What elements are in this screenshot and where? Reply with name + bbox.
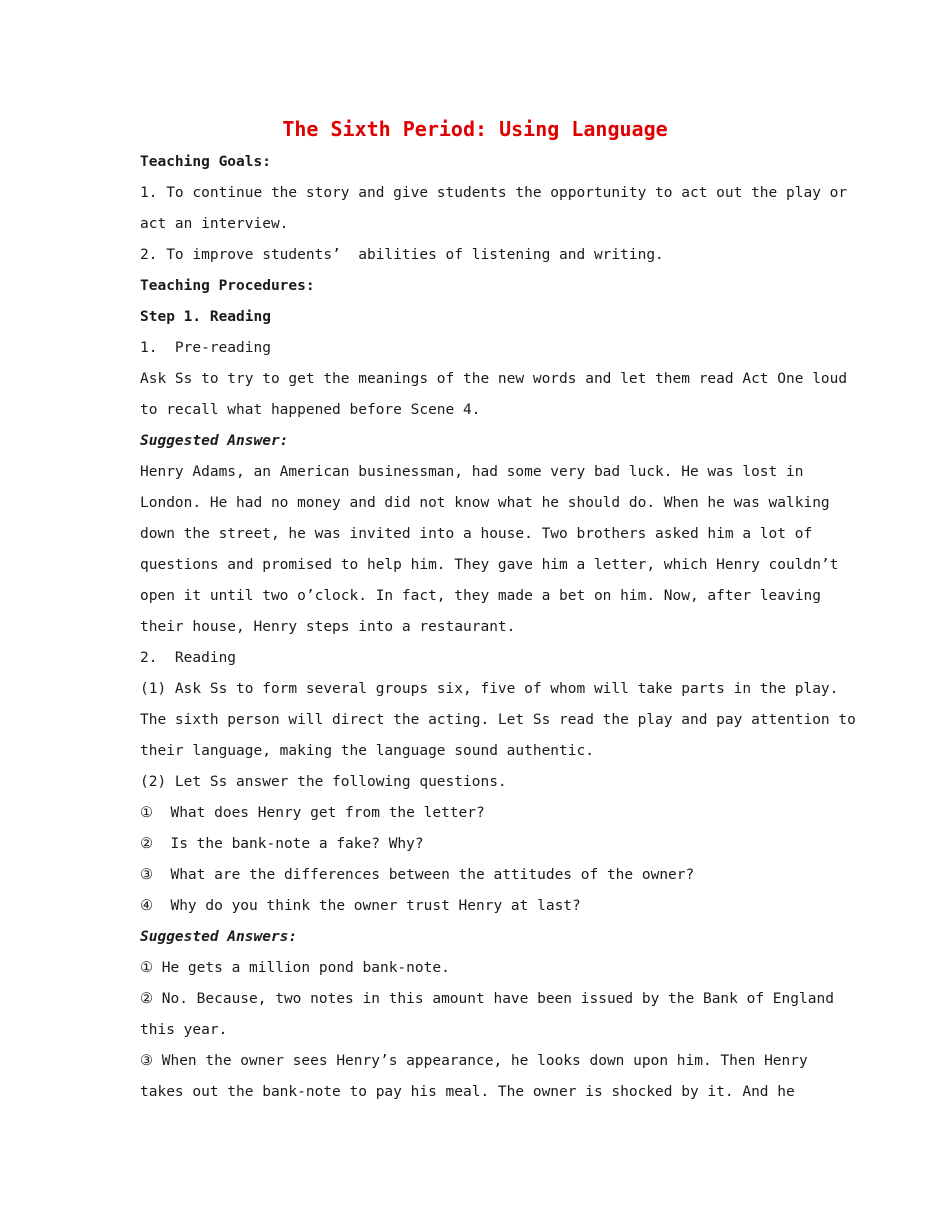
section-heading: Step 1. Reading (140, 309, 271, 325)
text-line: takes out the bank-note to pay his meal. The owner is shocked by it. And he (140, 1084, 795, 1100)
text-line: 2. Reading (140, 650, 237, 666)
text-line: London. He had no money and did not know what he should do. When he was walking (140, 495, 830, 511)
section-heading: Teaching Goals: (140, 154, 271, 170)
text-line: (2) Let Ss answer the following questions. (140, 774, 507, 790)
text-line: their language, making the language sound authentic. (140, 743, 594, 759)
text-line: ③ When the owner sees Henry’s appearance, he looks down upon him. Then Henry (140, 1053, 808, 1069)
text-line: 2. To improve students’ abilities of listening and writing. (140, 247, 664, 263)
text-line: ① What does Henry get from the letter? (140, 805, 485, 821)
text-line: ④ Why do you think the owner trust Henry at last? (140, 898, 581, 914)
text-line: (1) Ask Ss to form several groups six, five of whom will take parts in the play. (140, 681, 839, 697)
section-heading: Teaching Procedures: (140, 278, 315, 294)
text-line: ② Is the bank-note a fake? Why? (140, 836, 424, 852)
text-line: ① He gets a million pond bank-note. (140, 960, 450, 976)
text-line: ③ What are the differences between the attitudes of the owner? (140, 867, 695, 883)
text-line: questions and promised to help him. They gave him a letter, which Henry couldn’t (140, 557, 839, 573)
text-line: Ask Ss to try to get the meanings of the new words and let them read Act One loud (140, 371, 848, 387)
text-line: ② No. Because, two notes in this amount have been issued by the Bank of England (140, 991, 834, 1007)
section-heading: Suggested Answer: (140, 433, 289, 449)
text-line: their house, Henry steps into a restaurant. (140, 619, 516, 635)
text-line: act an interview. (140, 216, 289, 232)
text-line: open it until two o’clock. In fact, they made a bet on him. Now, after leaving (140, 588, 821, 604)
text-line: down the street, he was invited into a house. Two brothers asked him a lot of (140, 526, 813, 542)
text-line: 1. Pre-reading (140, 340, 271, 356)
text-line: Henry Adams, an American businessman, had some very bad luck. He was lost in (140, 464, 804, 480)
page-title: The Sixth Period: Using Language (282, 117, 668, 141)
text-line: this year. (140, 1022, 228, 1038)
text-line: 1. To continue the story and give students the opportunity to act out the play or (140, 185, 848, 201)
document-body (140, 147, 856, 1108)
text-line: The sixth person will direct the acting. Let Ss read the play and pay attention to (140, 712, 856, 728)
text-line: to recall what happened before Scene 4. (140, 402, 481, 418)
section-heading: Suggested Answers: (140, 929, 298, 945)
